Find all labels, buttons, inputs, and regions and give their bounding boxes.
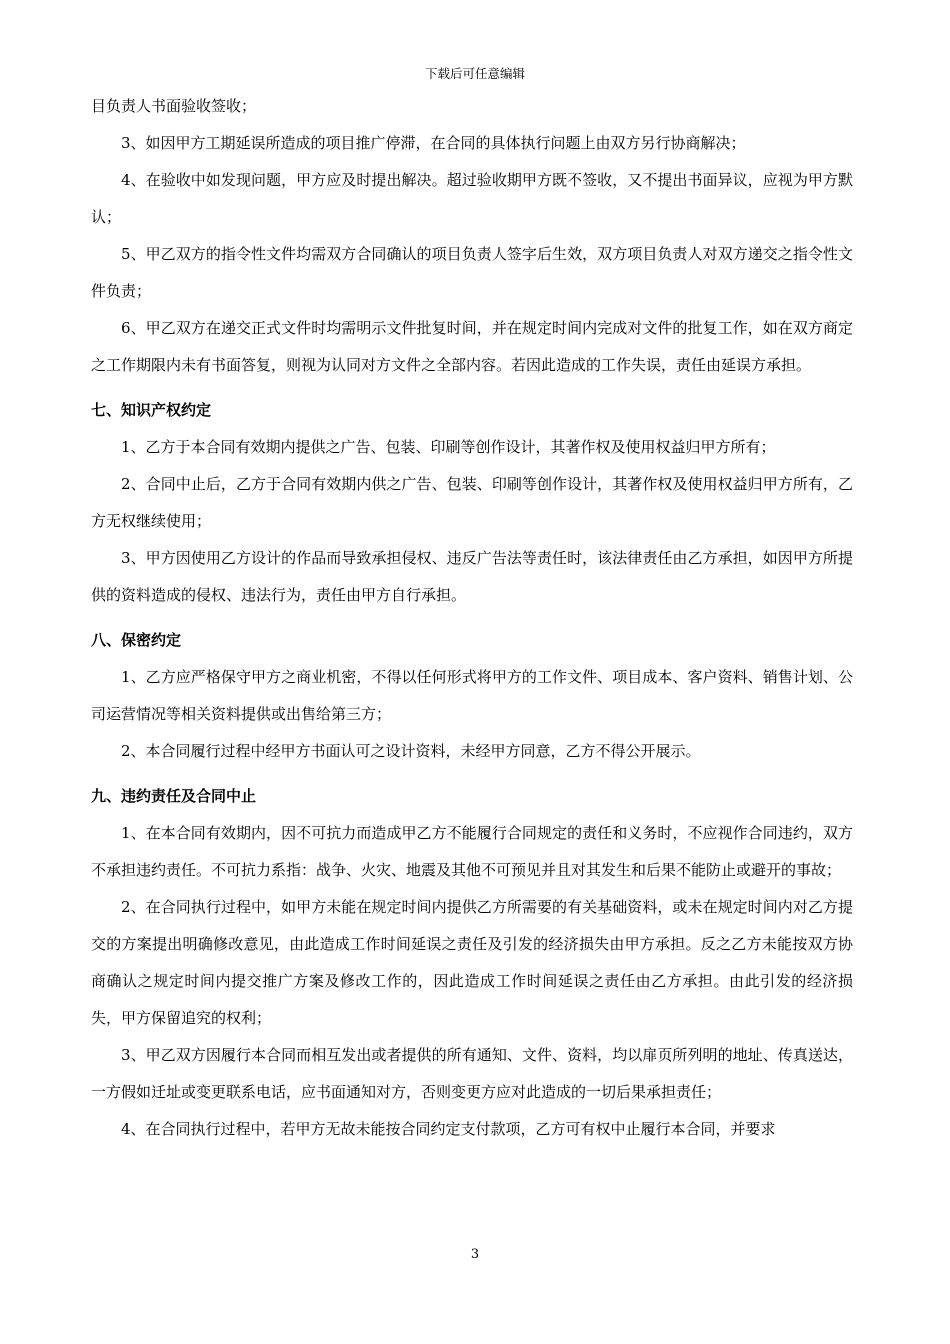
page-number: 3 — [470, 1247, 480, 1262]
section-heading: 八、保密约定 — [91, 631, 182, 649]
paragraph: 3、甲乙双方因履行本合同而相互发出或者提供的所有通知、文件、资料，均以扉页所列明的地址、传真送达，一方假如迁址或变更联系电话，应书面通知对方，否则变更方应对此造成的一切后果承担责任； — [91, 1046, 853, 1101]
paragraph: 1、乙方于本合同有效期内提供之广告、包装、印刷等创作设计，其著作权及使用权益归甲方所有； — [121, 438, 776, 456]
paragraph: 2、合同中止后，乙方于合同有效期内供之广告、包装、印刷等创作设计，其著作权及使用权益归甲方所有，乙方无权继续使用； — [91, 475, 853, 530]
paragraph: 1、乙方应严格保守甲方之商业机密，不得以任何形式将甲方的工作文件、项目成本、客户资料、销售计划、公司运营情况等相关资料提供或出售给第三方； — [91, 668, 853, 723]
section-heading: 七、知识产权约定 — [91, 401, 212, 419]
paragraph: 4、在合同执行过程中，若甲方无故未能按合同约定支付款项，乙方可有权中止履行本合同，并要求 — [121, 1120, 776, 1138]
paragraph: 3、甲方因使用乙方设计的作品而导致承担侵权、违反广告法等责任时，该法律责任由乙方承担，如因甲方所提供的资料造成的侵权、违法行为，责任由甲方自行承担。 — [91, 549, 853, 604]
document-body — [91, 88, 853, 1148]
paragraph: 目负责人书面验收签收； — [91, 97, 257, 115]
paragraph: 4、在验收中如发现问题，甲方应及时提出解决。超过验收期甲方既不签收，又不提出书面异议，应视为甲方默认； — [91, 171, 853, 226]
paragraph: 1、在本合同有效期内，因不可抗力而造成甲乙方不能履行合同规定的责任和义务时，不应视作合同违约，双方不承担违约责任。不可抗力系指：战争、火灾、地震及其他不可预见并且对其发生和后果不能防止或避开的事故； — [91, 824, 853, 879]
section-heading: 九、违约责任及合同中止 — [91, 787, 257, 805]
paragraph: 5、甲乙双方的指令性文件均需双方合同确认的项目负责人签字后生效，双方项目负责人对双方递交之指令性文件负责； — [91, 245, 853, 300]
paragraph: 3、如因甲方工期延误所造成的项目推广停滞，在合同的具体执行问题上由双方另行协商解决； — [121, 134, 746, 152]
paragraph: 2、本合同履行过程中经甲方书面认可之设计资料，未经甲方同意，乙方不得公开展示。 — [121, 742, 701, 760]
page-header: 下载后可任意编辑 — [424, 66, 525, 81]
paragraph: 6、甲乙双方在递交正式文件时均需明示文件批复时间，并在规定时间内完成对文件的批复工作，如在双方商定之工作期限内未有书面答复，则视为认同对方文件之全部内容。若因此造成的工作失误，责任由延误方承担。 — [91, 319, 853, 374]
paragraph: 2、在合同执行过程中，如甲方未能在规定时间内提供乙方所需要的有关基础资料，或未在规定时间内对乙方提交的方案提出明确修改意见，由此造成工作时间延误之责任及引发的经济损失由甲方承担。反之乙方未能按双方协商确认之规定时间内提交推广方案及修改工作的，因此造成工作时间延误之责任由乙方承担。由此引发的经济损失，甲方保留追究的权利； — [91, 898, 853, 1027]
